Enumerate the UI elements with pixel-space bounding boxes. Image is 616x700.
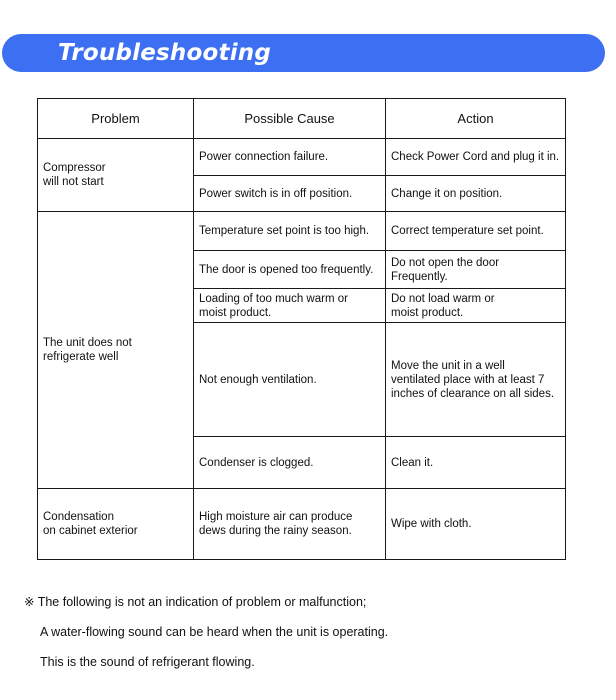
troubleshooting-table <box>37 98 566 560</box>
action-cell: Change it on position. <box>386 176 566 212</box>
action-cell: Move the unit in a well ventilated place with at least 7 inches of clearance on all sides. <box>386 323 566 437</box>
cause-cell: Loading of too much warm or moist product. <box>194 289 386 323</box>
title-banner <box>2 34 605 72</box>
header-possible-cause: Possible Cause <box>194 99 386 139</box>
header-action: Action <box>386 99 566 139</box>
cause-cell: Condenser is clogged. <box>194 437 386 489</box>
problem-cell: Condensation on cabinet exterior <box>38 489 194 560</box>
cause-cell: Temperature set point is too high. <box>194 212 386 251</box>
table-row <box>38 212 566 251</box>
page-title: Troubleshooting <box>58 40 272 66</box>
cause-cell: Power connection failure. <box>194 139 386 176</box>
table-row <box>38 139 566 176</box>
table-header-row <box>38 99 566 139</box>
action-cell: Wipe with cloth. <box>386 489 566 560</box>
action-cell: Clean it. <box>386 437 566 489</box>
cause-cell: Not enough ventilation. <box>194 323 386 437</box>
action-cell: Check Power Cord and plug it in. <box>386 139 566 176</box>
cause-cell: Power switch is in off position. <box>194 176 386 212</box>
cause-cell: High moisture air can produce dews during the rainy season. <box>194 489 386 560</box>
action-cell: Do not open the door Frequently. <box>386 251 566 289</box>
note-line-1: ※ The following is not an indication of problem or malfunction; <box>24 595 367 609</box>
action-cell: Do not load warm or moist product. <box>386 289 566 323</box>
action-cell: Correct temperature set point. <box>386 212 566 251</box>
cause-cell: The door is opened too frequently. <box>194 251 386 289</box>
header-problem: Problem <box>38 99 194 139</box>
note-line-3: This is the sound of refrigerant flowing. <box>40 655 255 669</box>
table-row <box>38 489 566 560</box>
problem-cell: The unit does not refrigerate well <box>38 212 194 489</box>
note-line-2: A water-flowing sound can be heard when the unit is operating. <box>40 625 389 639</box>
problem-cell: Compressor will not start <box>38 139 194 212</box>
